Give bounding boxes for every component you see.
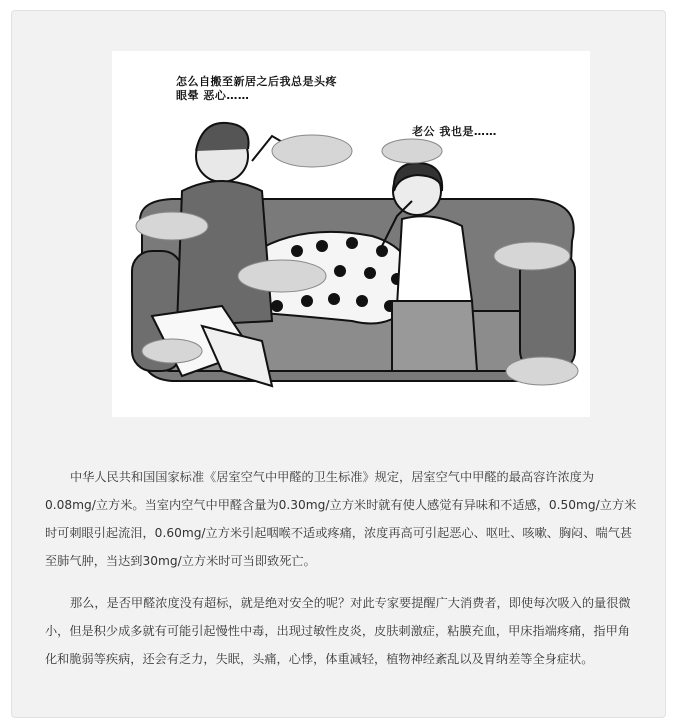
cartoon-illustration (112, 51, 590, 417)
man-speech-line-1: 怎么自搬至新居之后我总是头疼 (176, 75, 337, 88)
man-speech-line-2: 眼晕 恶心…… (176, 89, 250, 102)
woman-speech-bubble: 老公 我也是…… (412, 125, 497, 138)
couple-on-sofa-drawing (112, 51, 590, 417)
article-card (11, 10, 666, 718)
article-paragraph-2: 那么，是否甲醛浓度没有超标，就是绝对安全的呢？对此专家要提醒广大消费者，即使每次吸入的量很微小，但是积少成多就有可能引起慢性中毒，出现过敏性皮炎，皮肤刺激症，粘膜充血，甲床指端疼痛，指甲角化和脆弱等疾病，还会有乏力，失眠，头痛，心悸，体重减轻，植物神经紊乱以及胃纳差等全身症状。 (45, 596, 631, 666)
article-paragraph-1: 中华人民共和国国家标准《居室空气中甲醛的卫生标准》规定，居室空气中甲醛的最高容许浓度为0.08mg/立方米。当室内空气中甲醛含量为0.30mg/立方米时就有使人感觉有异味和不适感，0.50mg/立方米时可刺眼引起流泪，0.60mg/立方米引起咽喉不适或疼痛，浓度再高可引起恶心、呕吐、咳嗽、胸闷、喘气甚至肺气肿，当达到30mg/立方米时可当即致死亡。 (45, 470, 637, 568)
man-speech-bubble (176, 75, 337, 103)
